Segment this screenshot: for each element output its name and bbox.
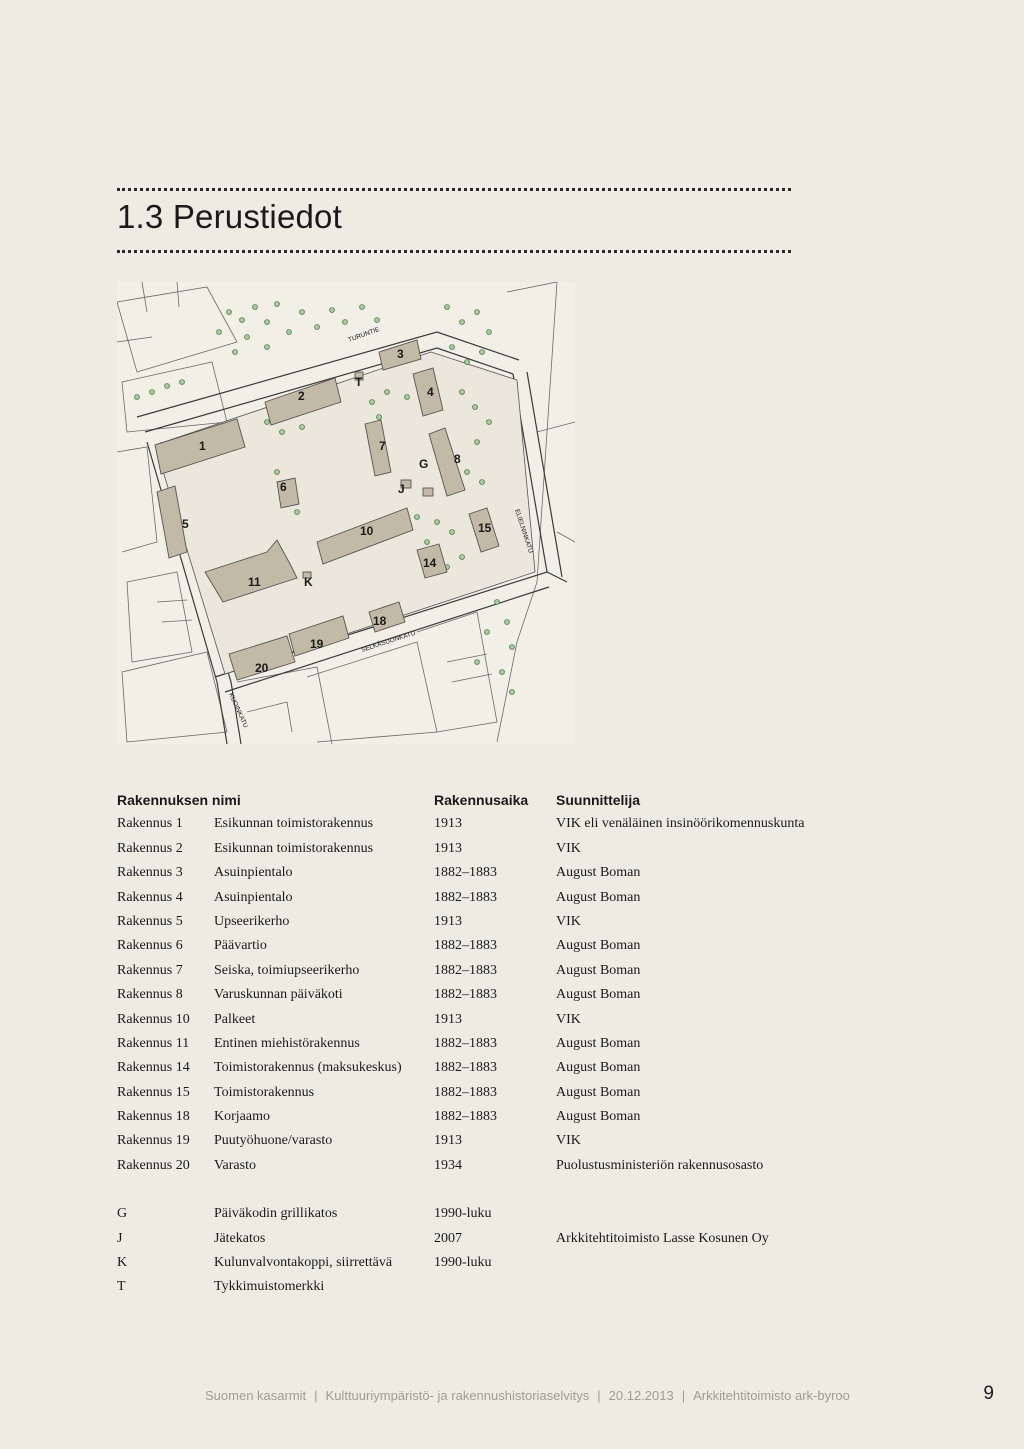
cell-year: 2007	[434, 1230, 462, 1246]
cell-designer: August Boman	[556, 1060, 641, 1076]
cell-designer: Puolustusministeriön rakennusosasto	[556, 1157, 764, 1173]
cell-id: Rakennus 4	[117, 889, 183, 905]
table-gap	[117, 1178, 897, 1202]
cell-designer: Arkkitehtitoimisto Lasse Kosunen Oy	[556, 1230, 769, 1246]
cell-year: 1882–1883	[434, 987, 497, 1003]
cell-year: 1882–1883	[434, 1084, 497, 1100]
map-label-11: 11	[248, 575, 261, 589]
cell-name: Toimistorakennus (maksukeskus)	[214, 1060, 402, 1076]
table-row	[117, 861, 897, 885]
cell-id: Rakennus 7	[117, 962, 183, 978]
cell-designer: August Boman	[556, 889, 641, 905]
map-label-8: 8	[454, 452, 461, 466]
footer-separator: |	[681, 1388, 686, 1403]
table-row	[117, 1251, 897, 1275]
cell-id: Rakennus 1	[117, 816, 183, 832]
cell-year: 1913	[434, 816, 462, 832]
header-year: Rakennusaika	[434, 792, 529, 808]
section-title: 1.3 Perustiedot	[117, 198, 342, 235]
site-map	[117, 282, 575, 744]
table-row	[117, 812, 897, 836]
cell-designer: August Boman	[556, 1084, 641, 1100]
cell-id: Rakennus 5	[117, 913, 183, 929]
cell-id: Rakennus 6	[117, 938, 183, 954]
cell-name: Varuskunnan päiväkoti	[214, 987, 343, 1003]
map-label-j: J	[398, 482, 405, 496]
page-number: 9	[983, 1383, 994, 1404]
table-row	[117, 1202, 897, 1226]
buildings-rows	[117, 812, 897, 1178]
footer-separator: |	[314, 1388, 318, 1403]
cell-designer: August Boman	[556, 962, 641, 978]
map-label-k: K	[304, 575, 313, 589]
cell-id: G	[117, 1206, 128, 1222]
map-label-4: 4	[427, 385, 434, 399]
cell-id: Rakennus 2	[117, 840, 183, 856]
page-footer	[205, 1388, 927, 1403]
cell-id: Rakennus 14	[117, 1060, 190, 1076]
footer-series: Suomen kasarmit	[205, 1388, 307, 1403]
cell-designer: VIK	[556, 840, 581, 856]
cell-designer: VIK	[556, 1011, 581, 1027]
cell-year: 1913	[434, 1133, 462, 1149]
cell-designer: August Boman	[556, 987, 641, 1003]
street-elielninkatu: ELIELNINKATU	[513, 508, 534, 555]
cell-year: 1990-luku	[434, 1255, 492, 1271]
cell-year: 1882–1883	[434, 865, 497, 881]
table-row	[117, 934, 897, 958]
cell-name: Esikunnan toimistorakennus	[214, 816, 374, 832]
cell-designer: VIK	[556, 1133, 581, 1149]
cell-designer: VIK eli venäläinen insinöörikomennuskunta	[556, 816, 805, 832]
map-label-g: G	[419, 457, 429, 471]
cell-name: Puutyöhuone/varasto	[214, 1133, 333, 1149]
cell-id: T	[117, 1279, 126, 1295]
cell-year: 1882–1883	[434, 1109, 497, 1125]
header-designer: Suunnittelija	[556, 792, 640, 808]
street-selkasuonkatu: SELKÄSUONKATU	[360, 629, 417, 654]
map-label-7: 7	[379, 439, 386, 453]
cell-year: 1882–1883	[434, 938, 497, 954]
cell-id: Rakennus 20	[117, 1157, 190, 1173]
header-name: Rakennuksen nimi	[117, 792, 241, 808]
cell-id: Rakennus 19	[117, 1133, 190, 1149]
table-row	[117, 1081, 897, 1105]
table-row	[117, 1056, 897, 1080]
cell-designer: August Boman	[556, 865, 641, 881]
cell-year: 1934	[434, 1157, 462, 1173]
table-row	[117, 1275, 897, 1299]
cell-designer: August Boman	[556, 1035, 641, 1051]
buildings-table	[117, 788, 897, 1300]
cell-id: Rakennus 8	[117, 987, 183, 1003]
cell-name: Tykkimuistomerkki	[214, 1279, 325, 1295]
cell-name: Upseerikerho	[214, 913, 290, 929]
map-label-t: T	[355, 375, 363, 389]
cell-id: Rakennus 18	[117, 1109, 190, 1125]
footer-author: Arkkitehtitoimisto ark-byroo	[693, 1388, 850, 1403]
cell-id: J	[117, 1230, 123, 1246]
footer-separator: |	[597, 1388, 601, 1403]
table-row	[117, 1008, 897, 1032]
cell-id: Rakennus 11	[117, 1035, 190, 1051]
cell-id: K	[117, 1255, 128, 1271]
map-label-18: 18	[373, 614, 387, 628]
cell-name: Toimistorakennus	[214, 1084, 315, 1100]
cell-name: Korjaamo	[214, 1109, 270, 1125]
map-label-19: 19	[310, 637, 324, 651]
cell-year: 1882–1883	[434, 1035, 497, 1051]
cell-designer: August Boman	[556, 1109, 641, 1125]
cell-name: Varasto	[214, 1157, 256, 1173]
cell-id: Rakennus 10	[117, 1011, 190, 1027]
table-row	[117, 1227, 897, 1251]
cell-name: Esikunnan toimistorakennus	[214, 840, 374, 856]
table-row	[117, 1129, 897, 1153]
cell-year: 1882–1883	[434, 1060, 497, 1076]
map-label-1: 1	[199, 439, 206, 453]
cell-name: Päiväkodin grillikatos	[214, 1206, 338, 1222]
map-label-5: 5	[182, 517, 189, 531]
cell-name: Asuinpientalo	[214, 865, 293, 881]
table-row	[117, 837, 897, 861]
map-label-15: 15	[478, 521, 492, 535]
footer-report: Kulttuuriympäristö- ja rakennushistoriaselvitys	[325, 1388, 590, 1403]
cell-designer: VIK	[556, 913, 581, 929]
site-map-drawing	[117, 282, 575, 744]
table-row	[117, 1032, 897, 1056]
table-row	[117, 983, 897, 1007]
title-top-rule	[117, 188, 791, 191]
cell-year: 1990-luku	[434, 1206, 492, 1222]
cell-name: Kulunvalvontakoppi, siirrettävä	[214, 1255, 393, 1271]
map-label-2: 2	[298, 389, 305, 403]
cell-name: Jätekatos	[214, 1230, 266, 1246]
title-bottom-rule	[117, 250, 791, 253]
table-header	[117, 788, 897, 812]
cell-name: Päävartio	[214, 938, 267, 954]
footer-date: 20.12.2013	[608, 1388, 674, 1403]
cell-name: Asuinpientalo	[214, 889, 293, 905]
table-row	[117, 910, 897, 934]
street-kuoinkatu: KUOINKATU	[227, 691, 249, 730]
cell-year: 1913	[434, 1011, 462, 1027]
map-label-20: 20	[255, 661, 269, 675]
map-label-6: 6	[280, 480, 287, 494]
cell-id: Rakennus 3	[117, 865, 183, 881]
table-row	[117, 886, 897, 910]
cell-year: 1882–1883	[434, 889, 497, 905]
cell-name: Entinen miehistörakennus	[214, 1035, 360, 1051]
cell-name: Seiska, toimiupseerikerho	[214, 962, 360, 978]
cell-name: Palkeet	[214, 1011, 256, 1027]
cell-year: 1913	[434, 840, 462, 856]
map-label-14: 14	[423, 556, 437, 570]
cell-year: 1882–1883	[434, 962, 497, 978]
cell-year: 1913	[434, 913, 462, 929]
cell-designer: August Boman	[556, 938, 641, 954]
map-label-3: 3	[397, 347, 404, 361]
table-row	[117, 1105, 897, 1129]
table-row	[117, 959, 897, 983]
street-turuntie: TURUNTIE	[347, 326, 381, 344]
map-label-10: 10	[360, 524, 374, 538]
table-row	[117, 1154, 897, 1178]
other-rows	[117, 1202, 897, 1300]
cell-id: Rakennus 15	[117, 1084, 190, 1100]
